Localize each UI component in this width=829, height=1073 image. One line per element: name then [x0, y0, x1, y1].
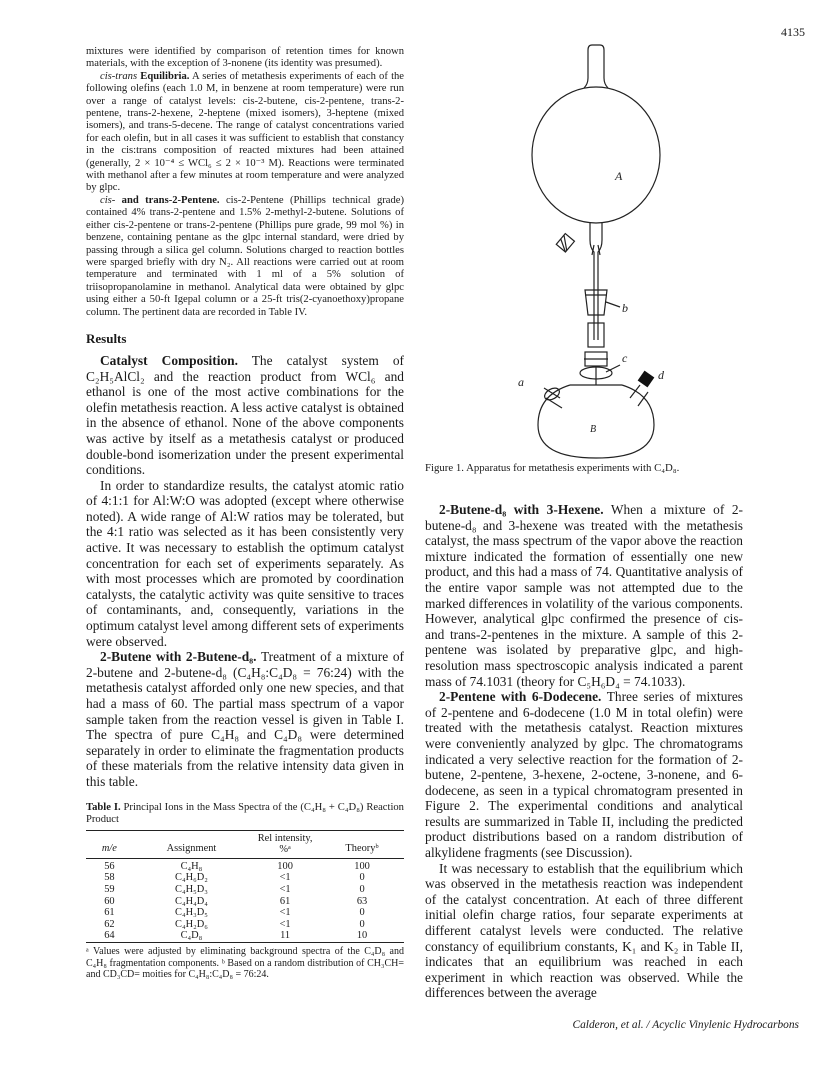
left-column — [86, 46, 404, 981]
table-cell: <1 — [279, 872, 291, 884]
table-cell: C₄H₂D₆ — [175, 918, 208, 930]
left-paragraph-2: cis-trans Equilibria. A series of metathesis experiments of each of the following olefins (each 1.0 M, in benzene at room temperature) were run over a range of catalyst levels: cis-2-butene, cis-2-pentene, trans-2-pentene, trans-2-hexene, 2-heptene (mixed isomers), 3-heptene (mixed isomers), and trans-5-decene. The range of catalyst concentrations varied for each olefin, but in all cases it was sufficient to establish that constancy in the cis:trans composition of reacted mixtures had been attained (generally, 2 × 10⁻⁴ ≤ WCl₆ ≤ 2 × 10⁻³ M). Reactions were terminated with methanol after a few minutes at room temperature and were analyzed by glpc. — [86, 70, 405, 194]
left-paragraph-3: cis- and trans-2-Pentene. cis-2-Pentene (Phillips technical grade) contained 4% trans-2-pentene and 1.5% 2-methyl-2-butene. Solutions of either cis-2-pentene or trans-2-pentene (Phillips pure grade, 99 mol %) in benzene, containing pentane as the glpc internal standard, were dried by passing through a silica gel column. Solutions charged to reaction bottles were sparged briefly with dry N₂. All reactions were carried out at room temperature and terminated with 1 ml of a 5% solution of triisopropanolamine in methanol. Analytical data were obtained by glpc using either a 50-ft Igepal column or a 25-ft tris(2-cyanoethoxy)propane column. The pertinent data are recorded in Table IV. — [86, 194, 404, 318]
table-cell: 60 — [104, 895, 115, 907]
table-row — [86, 858, 404, 872]
table-row — [86, 884, 404, 896]
header-m-e: m/e — [101, 843, 117, 855]
top-neck — [588, 45, 608, 88]
butene-d8-paragraph: 2-Butene with 2-Butene-d₈. Treatment of a mixture of 2-butene and 2-butene-d₈ (C₄H₈:C₄D₈ = 76:24) with the metathesis catalyst afforded only one new species, and that had a mass of 60. The partial mass spectrum of a vapor sample taken from the reaction vessel is given in Table I. The spectra of pure C₄H₈ and C₄D₈ were determined separately in order to eliminate the fragmentation products of these materials from the relative intensity data given in this table. — [86, 649, 404, 789]
table-cell: <1 — [279, 918, 291, 930]
table-cell: C₄H₃D₅ — [175, 907, 208, 919]
table-title: Table I. Principal Ions in the Mass Spectra of the (C₄H₈ + C₄D₈) Reaction Product — [86, 801, 404, 825]
label-b: b — [622, 301, 628, 315]
label-d: d — [658, 368, 664, 382]
header-assignment: Assignment — [166, 843, 217, 855]
table-cell: 100 — [277, 860, 293, 872]
table-cell: 61 — [104, 907, 115, 919]
table-cell: 100 — [354, 860, 370, 872]
table-row — [86, 896, 404, 908]
equilibrium-paragraph: It was necessary to establish that the equilibrium which was observed in the metathesis reaction was independent of the catalyst concentration. At each of three different initial olefin charge ratios, four separate experiments at different catalyst levels were conducted. The relative constancy of equilibrium constants, K₁ and K₂ in Table II, indicates that an equilibrium was reached in each experiment in which reaction was observed. While the differences between the average — [425, 860, 743, 1001]
right-column — [425, 502, 743, 1001]
table-cell: 11 — [280, 930, 291, 942]
table-row — [86, 872, 404, 884]
label-B: B — [590, 424, 597, 435]
left-paragraph-1: mixtures were identified by comparison of retention times for known materials, with the exception of 3-nonene (its identity was presumed). — [86, 46, 404, 70]
table-cell: C₄D₈ — [180, 930, 203, 942]
joint-b — [585, 290, 607, 315]
table-cell: 0 — [359, 883, 365, 895]
table-cell: 64 — [104, 930, 115, 942]
table-row — [86, 930, 404, 942]
pentene-dodecene-paragraph: 2-Pentene with 6-Dodecene. Three series of mixtures of 2-pentene and 6-dodecene (1.0 M in total olefin) were treated with the metathesis catalyst. Reaction mixtures were conveniently analyzed by glpc. The chromatograms indicated a very selective reaction for the formation of 2-butene, 2-pentene, 3-hexene, 2-octene, 3-nonene, and 6-dodecene, as seen in a typical chromatogram presented in Figure 2. The experimental conditions and analytical results are summarized in Table II, including the predicted product distributions based on a random distribution of alkylidene fragments (see Discussion). — [425, 689, 743, 861]
header-theory: Theoryᵇ — [345, 843, 379, 855]
table-cell: 0 — [359, 872, 365, 884]
header-rel-intensity: Rel intensity, %ᵃ — [257, 832, 313, 856]
butene-hexene-paragraph: 2-Butene-d₈ with 3-Hexene. When a mixture of 2-butene-d₈ and 3-hexene was treated with the metathesis catalyst, the mass spectrum of the vapor above the reaction mixture indicated the formation of essentially one new product, and this had a mass of 74. Quantitative analysis of the entire vapor sample was not attempted due to the marked differences in volatility of the various components. However, analytical glpc confirmed the presence of cis- and trans-2-pentenes in the mixture. A sample of this 2-pentene was isolated by preparative glpc, and high-resolution mass spectroscopic analysis indicated a parent mass of 74.1031 (theory for C₅H₆D₄ = 74.1033). — [425, 502, 743, 689]
label-a: a — [518, 375, 524, 389]
running-footer: Calderon, et al. / Acyclic Vinylenic Hydrocarbons — [572, 1019, 799, 1031]
table-1 — [86, 802, 404, 981]
table-cell: 0 — [359, 907, 365, 919]
flask-b — [538, 385, 654, 458]
table-cell: 10 — [356, 930, 368, 942]
standardize-paragraph: In order to standardize results, the catalyst atomic ratio of 4:1:1 for Al:W:O was adopted (except where otherwise noted). A wide range of Al:W ratios may be tolerated, but the 4:1 ratio was selected as it has been consistently very active. It was necessary to establish the optimum catalyst concentration for each set of experiments separately. As with most processes which are promoted by coordination catalysts, the catalytic activity was quite sensitive to traces of contaminants, and, consequently, variations in the optimum catalyst level among different sets of experiments were observed. — [86, 477, 404, 649]
table-cell: C₄H₅D₃ — [175, 883, 208, 895]
mass-spectra-table — [86, 831, 404, 942]
table-cell: <1 — [279, 907, 291, 919]
label-A: A — [615, 169, 623, 183]
table-cell: C₄H₈ — [180, 860, 203, 872]
table-row — [86, 907, 404, 919]
flask-a — [532, 87, 660, 223]
page-number: 4135 — [781, 25, 805, 39]
table-cell: <1 — [279, 883, 291, 895]
figure-caption: Figure 1. Apparatus for metathesis experiments with C₄D₈. — [425, 462, 680, 474]
table-cell: 0 — [359, 918, 365, 930]
catalyst-composition-paragraph: Catalyst Composition. The catalyst system of C₂H₅AlCl₂ and the reaction product from WCl₆ and ethanol is one of the most active combinations for the olefin metathesis reaction. A less active catalyst is obtained in the absence of ethanol. None of the above components was active by itself as a metathesis catalyst or produced double-bond isomerization under the present experimental conditions. — [86, 352, 405, 478]
table-cell: 61 — [279, 895, 291, 907]
septum-d — [638, 371, 655, 388]
table-cell: C₄H₄D₄ — [175, 895, 208, 907]
table-cell: 58 — [104, 872, 115, 884]
table-cell: 56 — [104, 860, 115, 872]
table-cell: 59 — [104, 883, 115, 895]
table-footnote: ᵃ Values were adjusted by eliminating background spectra of the C₄D₈ and C₄H₈ fragmentation components. ᵇ Based on a random distribution of CH₃CH= and CD₃CD= moities for C₄H₈:C₄D₈ = 76:24. — [86, 945, 404, 981]
label-c: c — [622, 351, 628, 365]
results-heading: Results — [86, 330, 127, 346]
apparatus-figure — [500, 40, 700, 460]
table-cell: C₄H₆D₂ — [175, 872, 208, 884]
table-cell: 63 — [356, 895, 368, 907]
table-cell: 62 — [104, 918, 115, 930]
table-row — [86, 919, 404, 931]
